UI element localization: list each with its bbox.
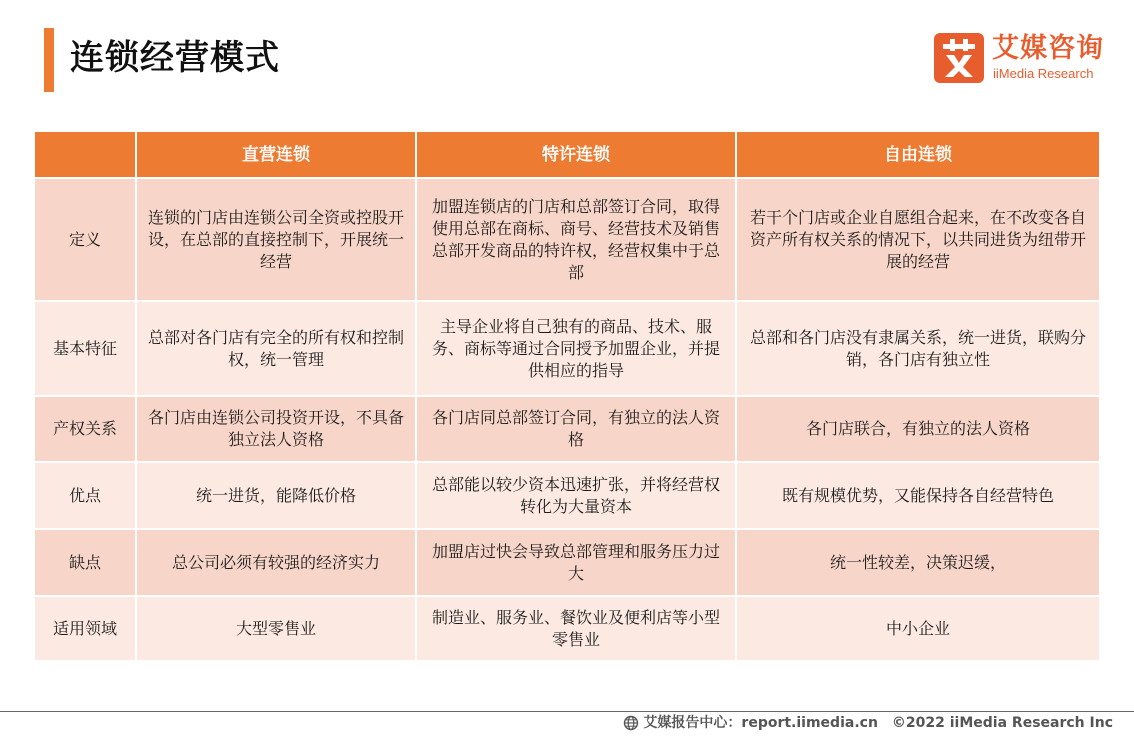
table-cell: 加盟连锁店的门店和总部签订合同，取得使用总部在商标、商号、经营技术及销售总部开发商品的特许权，经营权集中于总部	[416, 178, 736, 301]
table-row	[34, 396, 1100, 462]
title-accent-bar	[44, 28, 54, 92]
table-cell: 既有规模优势，又能保持各自经营特色	[736, 462, 1100, 529]
brand-logo	[934, 33, 1114, 87]
header-corner	[34, 131, 136, 178]
footer-copyright: ©2022 iiMedia Research Inc	[891, 715, 1113, 731]
globe-icon	[623, 715, 639, 731]
table-cell: 主导企业将自己独有的商品、技术、服务、商标等通过合同授予加盟企业，并提供相应的指导	[416, 301, 736, 396]
table-row	[34, 462, 1100, 529]
table-row	[34, 596, 1100, 661]
table-row	[34, 301, 1100, 396]
footer-source: 艾媒报告中心：report.iimedia.cn	[643, 715, 878, 731]
table-cell: 各门店联合，有独立的法人资格	[736, 396, 1100, 462]
header-franchise-chain: 特许连锁	[416, 131, 736, 178]
table-cell: 若干个门店或企业自愿组合起来，在不改变各自资产所有权关系的情况下，以共同进货为纽带开展的经营	[736, 178, 1100, 301]
table-cell: 总部能以较少资本迅速扩张，并将经营权转化为大量资本	[416, 462, 736, 529]
chain-model-table	[33, 130, 1101, 662]
page-title: 连锁经营模式	[70, 38, 280, 78]
row-label: 产权关系	[34, 396, 136, 462]
table-cell: 总部对各门店有完全的所有权和控制权，统一管理	[136, 301, 416, 396]
row-label: 适用领域	[34, 596, 136, 661]
table-cell: 统一进货，能降低价格	[136, 462, 416, 529]
table-row	[34, 529, 1100, 596]
logo-chinese-name: 艾媒咨询	[992, 33, 1104, 64]
table-cell: 总部和各门店没有隶属关系，统一进货，联购分销，各门店有独立性	[736, 301, 1100, 396]
table-row	[34, 178, 1100, 301]
logo-english-name: iiMedia Research	[993, 66, 1094, 81]
header-direct-chain: 直营连锁	[136, 131, 416, 178]
table-cell: 连锁的门店由连锁公司全资或控股开设，在总部的直接控制下，开展统一经营	[136, 178, 416, 301]
header-voluntary-chain: 自由连锁	[736, 131, 1100, 178]
footer-divider	[0, 711, 1134, 712]
footer	[623, 713, 1113, 733]
table-header-row	[34, 131, 1100, 178]
table-cell: 总公司必须有较强的经济实力	[136, 529, 416, 596]
row-label: 缺点	[34, 529, 136, 596]
row-label: 优点	[34, 462, 136, 529]
row-label: 定义	[34, 178, 136, 301]
table-cell: 大型零售业	[136, 596, 416, 661]
table-cell: 加盟店过快会导致总部管理和服务压力过大	[416, 529, 736, 596]
table-cell: 中小企业	[736, 596, 1100, 661]
table-cell: 各门店同总部签订合同，有独立的法人资格	[416, 396, 736, 462]
table-cell: 统一性较差，决策迟缓，	[736, 529, 1100, 596]
table-cell: 各门店由连锁公司投资开设，不具备独立法人资格	[136, 396, 416, 462]
iimedia-logo-icon	[934, 33, 984, 83]
table-cell: 制造业、服务业、餐饮业及便利店等小型零售业	[416, 596, 736, 661]
row-label: 基本特征	[34, 301, 136, 396]
